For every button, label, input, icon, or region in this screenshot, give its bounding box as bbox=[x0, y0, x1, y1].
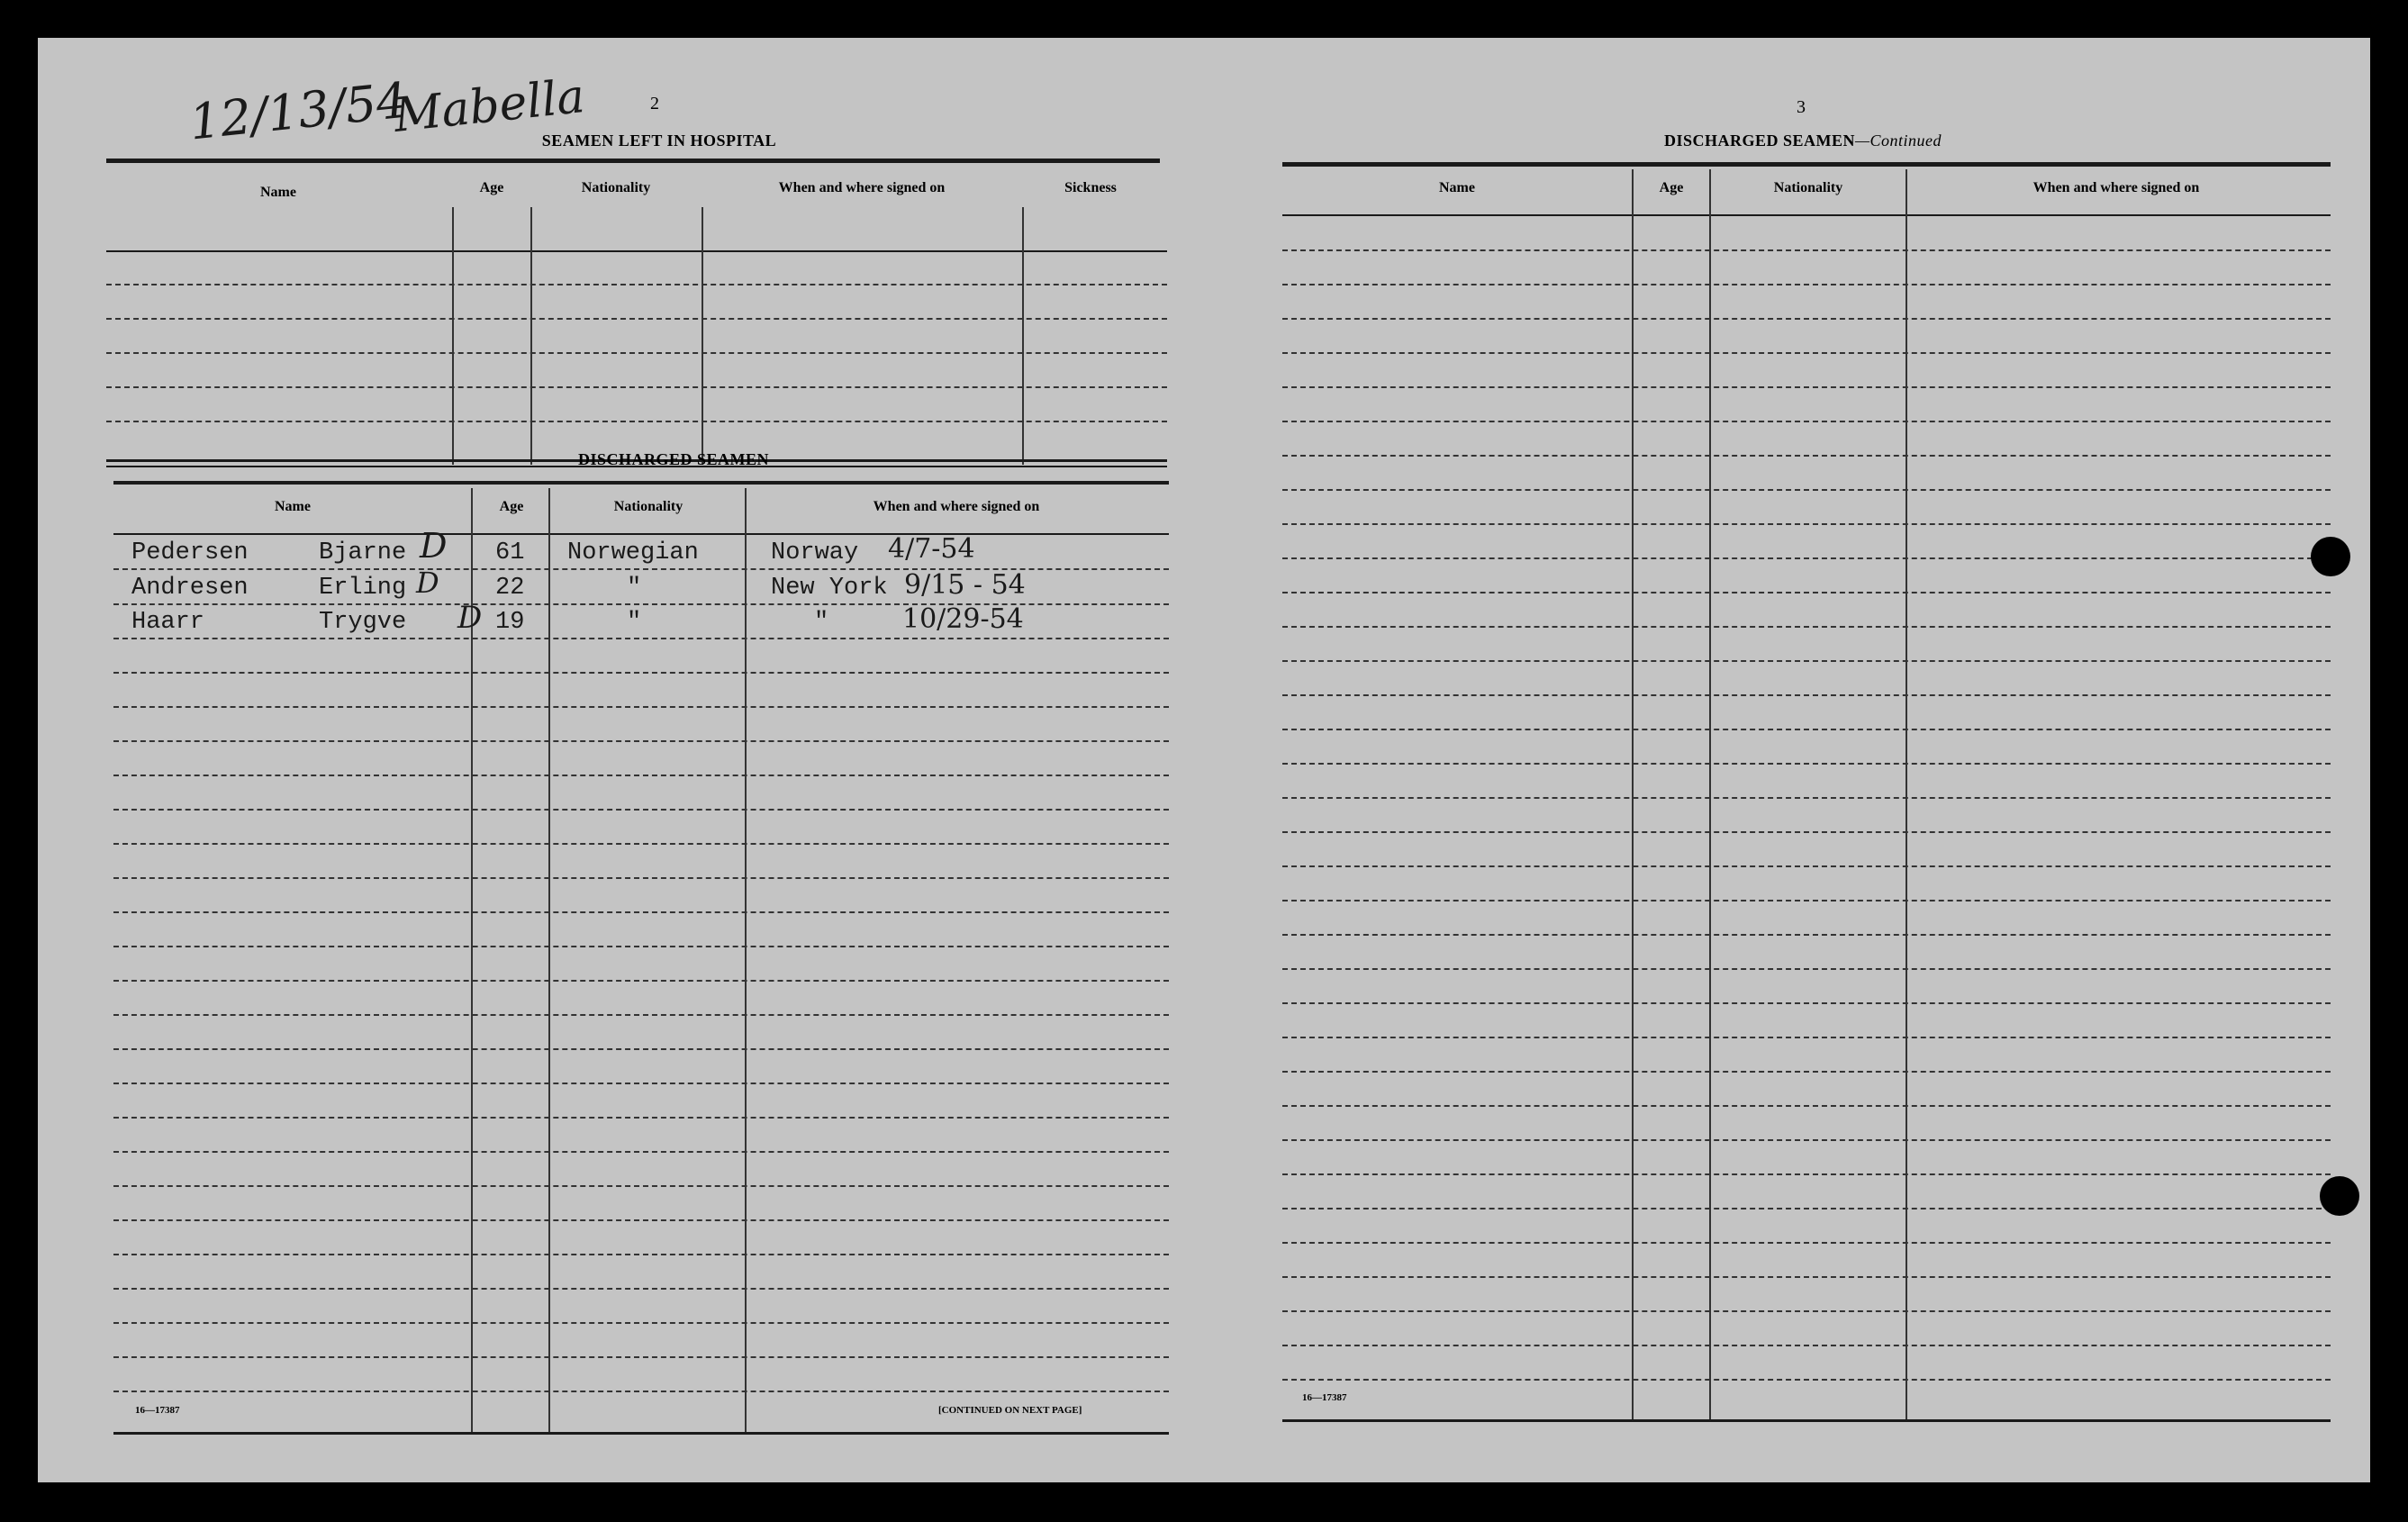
row-age: 19 bbox=[495, 609, 525, 636]
document-sheet bbox=[38, 38, 2370, 1482]
hospital-header-age: Age bbox=[479, 180, 504, 195]
right-form-number: 16—17387 bbox=[1302, 1392, 1347, 1403]
right-header-age: Age bbox=[1659, 180, 1684, 195]
row-handwritten-mark: D bbox=[457, 600, 483, 636]
row-signed-date: 4/7-54 bbox=[888, 533, 975, 565]
row-handwritten-mark: D bbox=[416, 566, 439, 600]
row-given-name: Trygve bbox=[319, 609, 407, 636]
hospital-header-sickness: Sickness bbox=[1064, 180, 1117, 195]
hospital-header-name: Name bbox=[260, 185, 296, 200]
right-header-nationality: Nationality bbox=[1773, 180, 1843, 195]
row-nationality: " bbox=[627, 609, 642, 636]
discharged-header-nationality: Nationality bbox=[613, 499, 683, 514]
row-age: 61 bbox=[495, 539, 525, 566]
right-page-number: 3 bbox=[1797, 97, 1806, 117]
row-signed-place: New York bbox=[771, 575, 888, 602]
row-given-name: Erling bbox=[319, 575, 407, 602]
hospital-table-title: SEAMEN LEFT IN HOSPITAL bbox=[541, 131, 777, 149]
punch-hole-upper bbox=[2311, 537, 2350, 576]
row-surname: Haarr bbox=[131, 609, 205, 636]
row-nationality: " bbox=[627, 575, 642, 602]
row-given-name: Bjarne bbox=[319, 539, 407, 566]
row-signed-place: Norway bbox=[771, 539, 859, 566]
right-header-signed-on: When and where signed on bbox=[2032, 180, 2200, 195]
hospital-header-nationality: Nationality bbox=[581, 180, 651, 195]
continued-note: [CONTINUED ON NEXT PAGE] bbox=[938, 1405, 1082, 1416]
row-signed-place: " bbox=[814, 609, 829, 636]
handwritten-ship-name: Mabella bbox=[391, 69, 588, 143]
discharged-header-age: Age bbox=[499, 499, 524, 514]
row-nationality: Norwegian bbox=[567, 539, 699, 566]
right-table-title bbox=[1569, 131, 2037, 150]
right-header-name: Name bbox=[1439, 180, 1475, 195]
discharged-header-name: Name bbox=[275, 499, 311, 514]
row-surname: Andresen bbox=[131, 575, 249, 602]
left-page-number: 2 bbox=[650, 94, 659, 113]
discharged-header-signed-on: When and where signed on bbox=[873, 499, 1040, 514]
row-handwritten-mark: D bbox=[420, 526, 448, 566]
row-signed-date: 10/29-54 bbox=[902, 603, 1024, 635]
discharged-table-title: DISCHARGED SEAMEN bbox=[577, 450, 770, 468]
punch-hole-lower bbox=[2320, 1176, 2359, 1216]
row-age: 22 bbox=[495, 575, 525, 602]
left-form-number: 16—17387 bbox=[135, 1405, 180, 1416]
row-surname: Pedersen bbox=[131, 539, 249, 566]
handwritten-date: 12/13/54 bbox=[186, 71, 411, 151]
hospital-header-signed-on: When and where signed on bbox=[778, 180, 946, 195]
right-table-title-suffix: —Continued bbox=[1855, 131, 1942, 149]
right-table-title-main: DISCHARGED SEAMEN bbox=[1663, 131, 1855, 149]
row-signed-date: 9/15 - 54 bbox=[904, 569, 1026, 601]
